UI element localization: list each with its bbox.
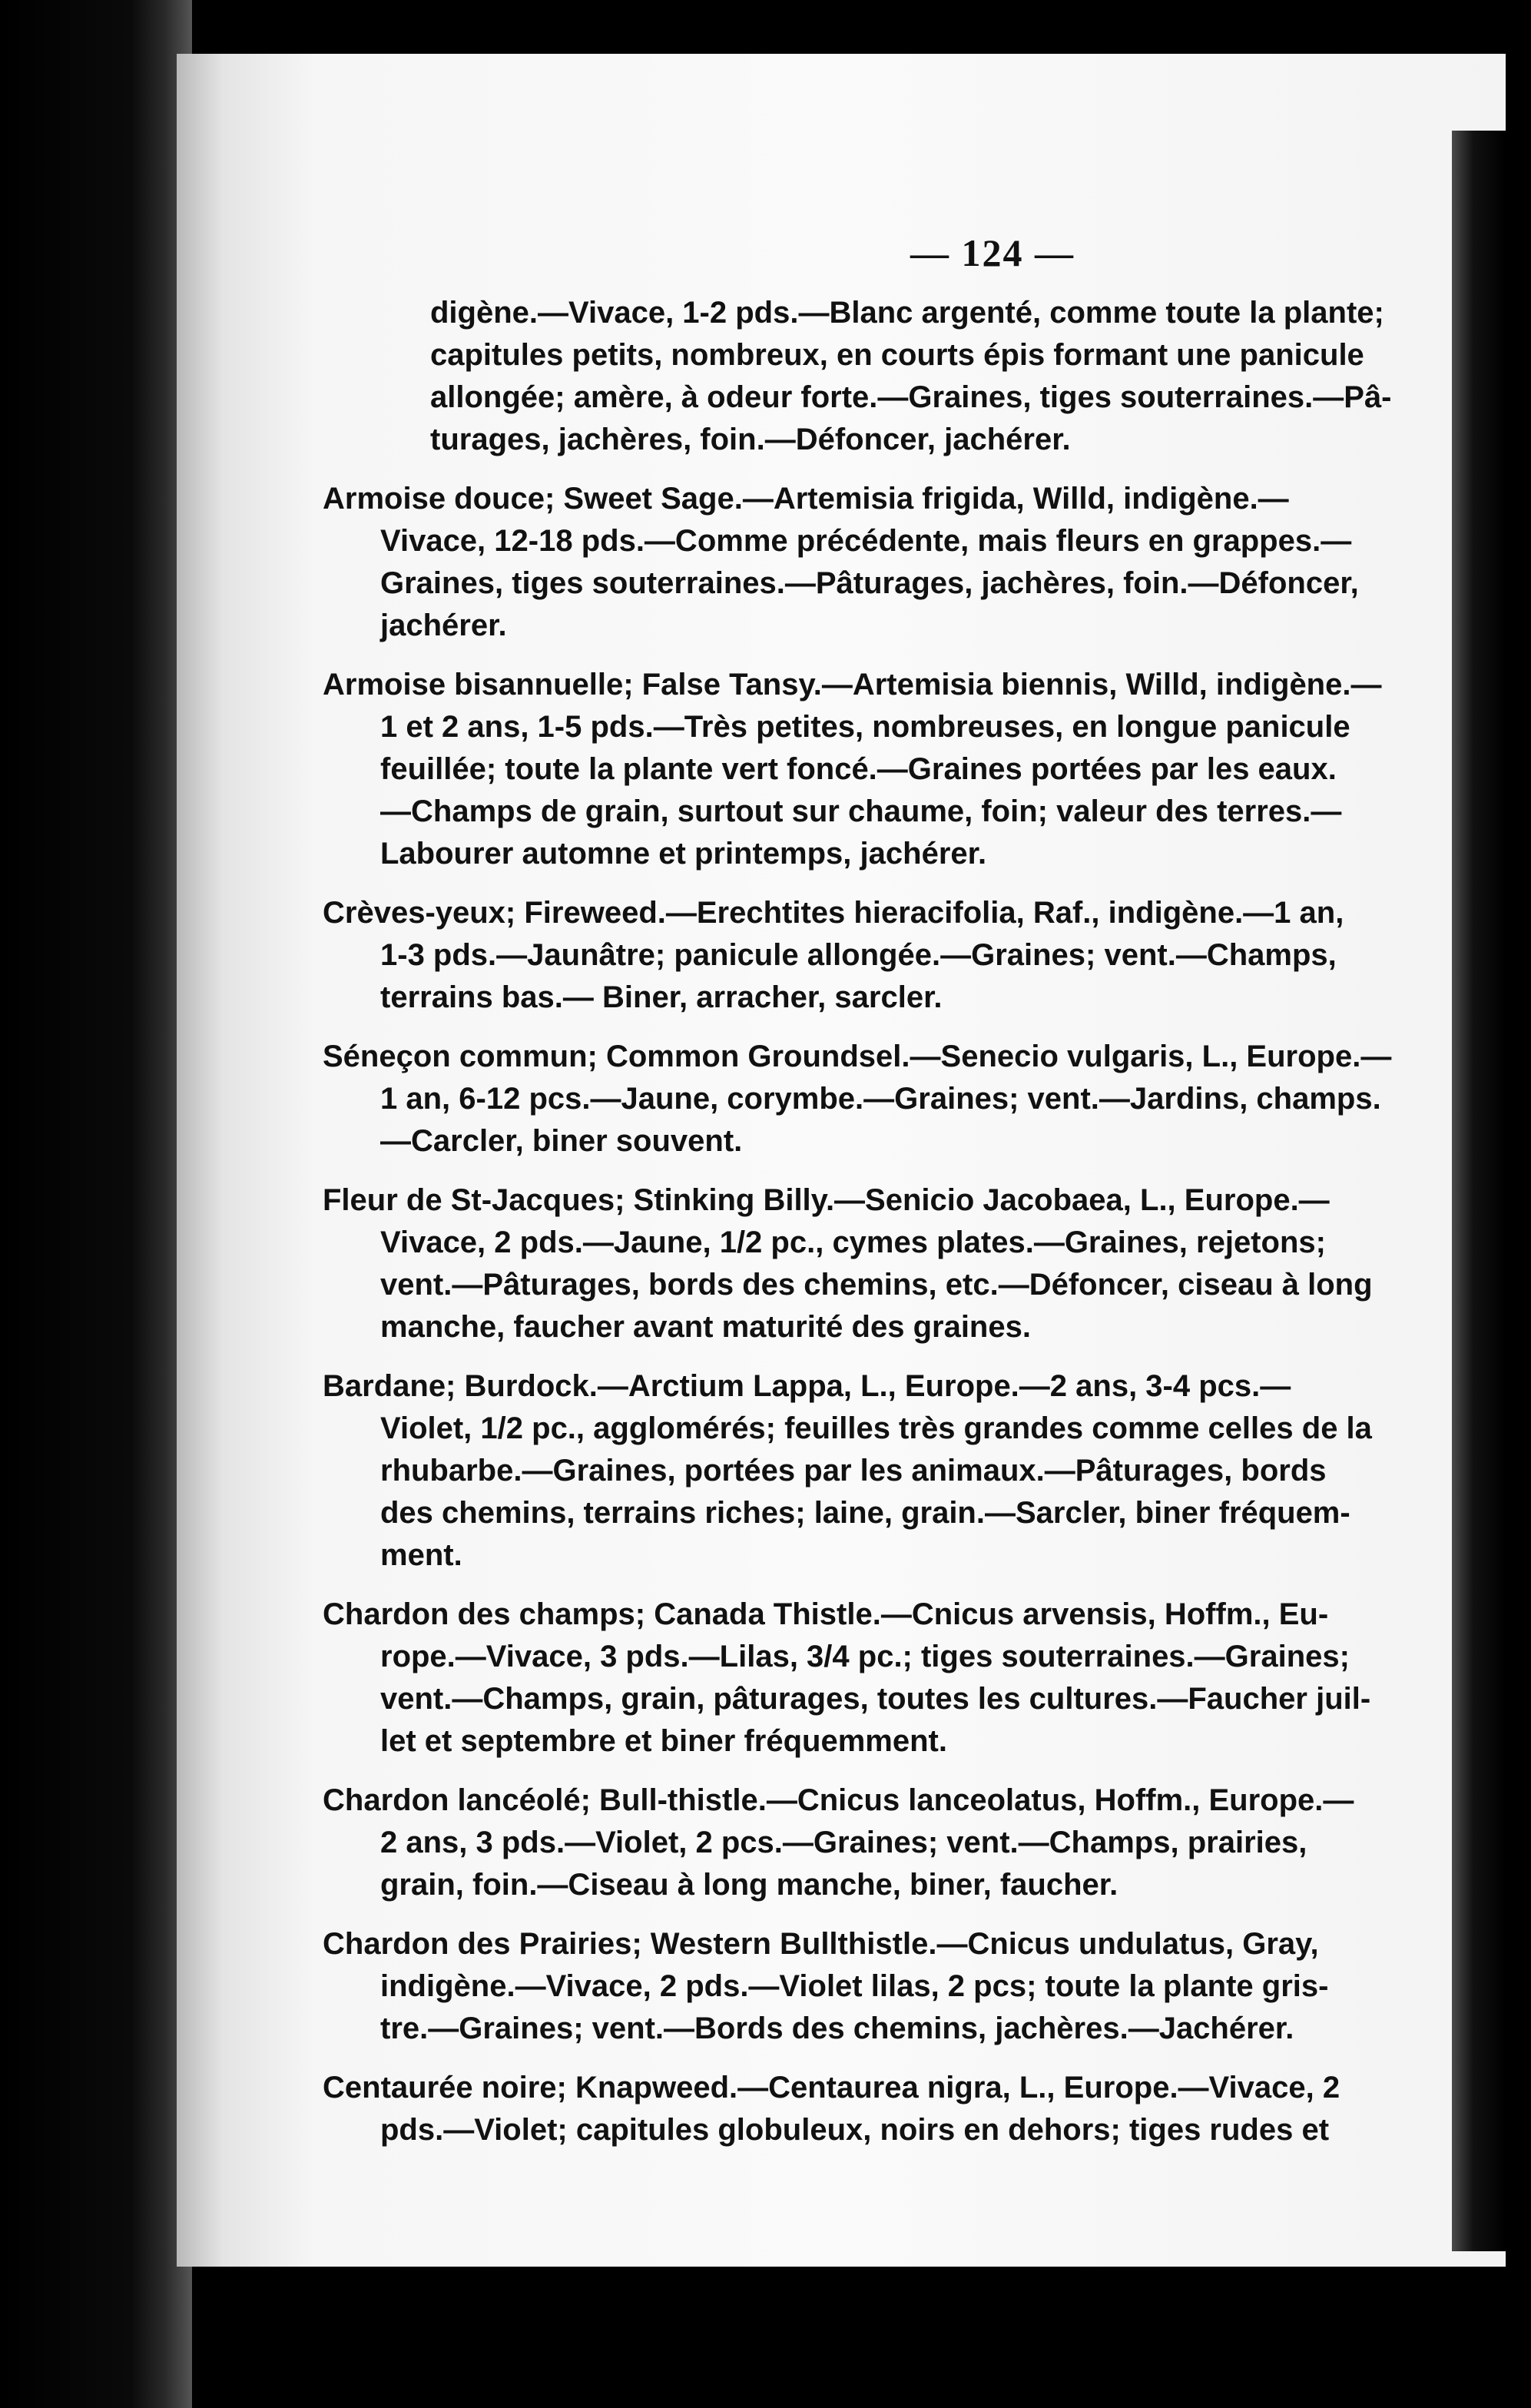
entry-line: vent.—Champs, grain, pâturages, toutes les cultures.—Faucher juil- (380, 1682, 1371, 1716)
weed-entry (323, 1179, 1506, 1348)
entry-line: let et septembre et biner fréquemment. (380, 1724, 947, 1758)
entry-line: 2 ans, 3 pds.—Violet, 2 pcs.—Graines; vent.—Champs, prairies, (380, 1826, 1307, 1859)
entry-line: terrains bas.— Biner, arracher, sarcler. (380, 980, 943, 1014)
entry-line: Violet, 1/2 pc., agglomérés; feuilles très grandes comme celles de la (380, 1411, 1372, 1445)
entry-line: feuillée; toute la plante vert foncé.—Graines portées par les eaux. (380, 752, 1337, 786)
entry-line: turages, jachères, foin.—Défoncer, jachérer. (430, 423, 1071, 456)
entry-line: Labourer automne et printemps, jachérer. (380, 837, 987, 871)
entry-heading-line: Chardon des Prairies; Western Bullthistle.—Cnicus undulatus, Gray, (323, 1927, 1319, 1961)
entry-line: Vivace, 2 pds.—Jaune, 1/2 pc., cymes plates.—Graines, rejetons; (380, 1226, 1326, 1259)
entry-line: vent.—Pâturages, bords des chemins, etc.—Défoncer, ciseau à long (380, 1268, 1373, 1302)
weed-entry (323, 1594, 1506, 1763)
weed-entry (323, 478, 1506, 647)
entry-line: rope.—Vivace, 3 pds.—Lilas, 3/4 pc.; tiges souterraines.—Graines; (380, 1640, 1350, 1673)
entry-heading-line: Crèves-yeux; Fireweed.—Erechtites hieracifolia, Raf., indigène.—1 an, (323, 896, 1344, 930)
entry-line: Vivace, 12-18 pds.—Comme précédente, mais fleurs en grappes.— (380, 524, 1352, 558)
weed-entry (323, 292, 1506, 461)
entry-heading-line: Centaurée noire; Knapweed.—Centaurea nigra, L., Europe.—Vivace, 2 (323, 2071, 1340, 2105)
entry-line: tre.—Graines; vent.—Bords des chemins, jachères.—Jachérer. (380, 2012, 1294, 2045)
entry-line: des chemins, terrains riches; laine, grain.—Sarcler, biner fréquem- (380, 1496, 1350, 1530)
entry-line: Graines, tiges souterraines.—Pâturages, jachères, foin.—Défoncer, (380, 566, 1359, 600)
weed-entry (323, 1779, 1506, 1906)
entry-line: capitules petits, nombreux, en courts épis formant une panicule (430, 338, 1364, 372)
entry-heading-line: Armoise bisannuelle; False Tansy.—Artemisia biennis, Willd, indigène.— (323, 668, 1382, 702)
entry-line: grain, foin.—Ciseau à long manche, biner, faucher. (380, 1868, 1118, 1902)
entry-heading-line: Fleur de St-Jacques; Stinking Billy.—Senicio Jacobaea, L., Europe.— (323, 1183, 1330, 1217)
weed-entry (323, 1923, 1506, 2050)
entry-line: ment. (380, 1538, 462, 1572)
entry-line: —Champs de grain, surtout sur chaume, foin; valeur des terres.— (380, 794, 1342, 828)
entry-line: jachérer. (380, 609, 507, 642)
entry-line: indigène.—Vivace, 2 pds.—Violet lilas, 2 pcs; toute la plante gris- (380, 1969, 1329, 2003)
entry-heading-line: Chardon lancéolé; Bull-thistle.—Cnicus lanceolatus, Hoffm., Europe.— (323, 1783, 1354, 1817)
weed-entry (323, 1036, 1506, 1163)
entry-heading-line: Chardon des champs; Canada Thistle.—Cnicus arvensis, Hoffm., Eu- (323, 1597, 1329, 1631)
weed-entry (323, 664, 1506, 875)
scan-dark-margin (0, 0, 192, 2408)
entry-line: 1-3 pds.—Jaunâtre; panicule allongée.—Graines; vent.—Champs, (380, 938, 1337, 972)
entry-line: —Carcler, biner souvent. (380, 1124, 743, 1158)
entry-line: 1 et 2 ans, 1-5 pds.—Très petites, nombreuses, en longue panicule (380, 710, 1350, 744)
entry-line: rhubarbe.—Graines, portées par les animaux.—Pâturages, bords (380, 1454, 1327, 1488)
entry-line: manche, faucher avant maturité des graines. (380, 1310, 1031, 1344)
entry-line: 1 an, 6-12 pcs.—Jaune, corymbe.—Graines; vent.—Jardins, champs. (380, 1082, 1381, 1116)
page-number: — 124 — (910, 231, 1075, 274)
entry-heading-line: Bardane; Burdock.—Arctium Lappa, L., Europe.—2 ans, 3-4 pcs.— (323, 1369, 1291, 1403)
entry-line: allongée; amère, à odeur forte.—Graines, tiges souterraines.—Pâ- (430, 380, 1392, 414)
weed-entry (323, 892, 1506, 1019)
page-body (323, 292, 1506, 2151)
entry-line: digène.—Vivace, 1-2 pds.—Blanc argenté, comme toute la plante; (430, 296, 1384, 330)
entry-line: pds.—Violet; capitules globuleux, noirs en dehors; tiges rudes et (380, 2113, 1330, 2147)
entry-heading-line: Séneçon commun; Common Groundsel.—Senecio vulgaris, L., Europe.— (323, 1040, 1392, 1073)
weed-entry (323, 2067, 1506, 2151)
entry-heading-line: Armoise douce; Sweet Sage.—Artemisia frigida, Willd, indigène.— (323, 482, 1289, 516)
weed-entry (323, 1365, 1506, 1577)
